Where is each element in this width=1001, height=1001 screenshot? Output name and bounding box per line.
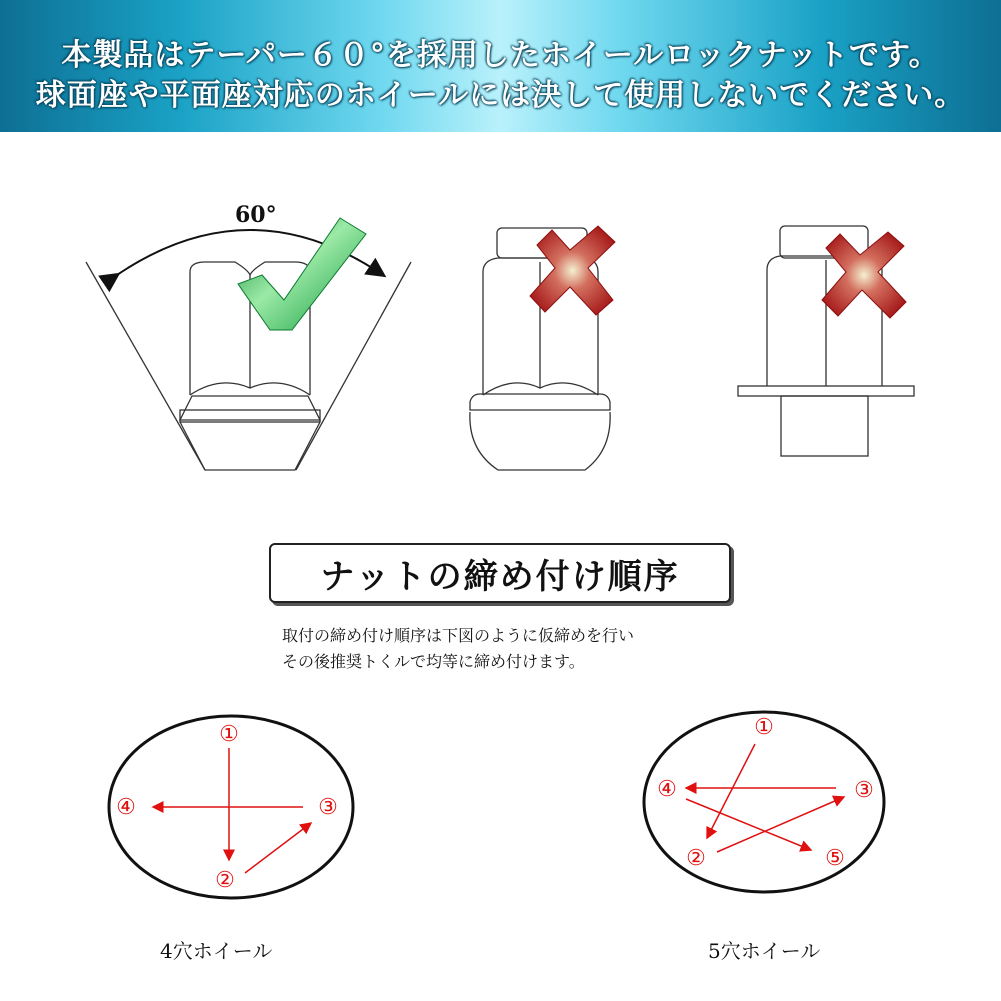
four-hole-label-4: ④ xyxy=(116,795,136,820)
five-hole-label-5: ⑤ xyxy=(825,846,845,871)
five-hole-label-1: ① xyxy=(754,715,774,740)
check-icon xyxy=(238,218,366,330)
x-icon xyxy=(530,226,615,315)
order-description xyxy=(282,623,742,675)
banner-line-1: 本製品はテーパー６０°を採用したホイールロックナットです。 xyxy=(61,38,940,73)
five-hole-arrows xyxy=(686,744,844,852)
order-title: ナットの締め付け順序 xyxy=(320,556,680,597)
four-hole-arrows xyxy=(153,748,311,873)
five-hole-caption: 5穴ホイール xyxy=(708,939,821,963)
banner-line-2: 球面座や平面座対応のホイールには決して使用しないでください。 xyxy=(35,78,966,113)
x-icon xyxy=(822,232,906,318)
angle-label: 60° xyxy=(235,202,277,228)
description-line-1: 取付の締め付け順序は下図のように仮締めを行い xyxy=(282,626,635,645)
five-hole-label-2: ② xyxy=(686,846,706,871)
five-hole-label-4: ④ xyxy=(657,777,677,802)
four-hole-label-2: ② xyxy=(215,868,235,893)
order-title-box xyxy=(269,543,731,603)
taper-seat-nut xyxy=(86,230,411,470)
four-hole-label-3: ③ xyxy=(318,795,338,820)
description-line-2: その後推奨トくルで均等に締め付けます。 xyxy=(282,652,585,671)
five-hole-label-3: ③ xyxy=(854,778,874,803)
four-hole-label-1: ① xyxy=(219,722,239,747)
four-hole-caption: 4穴ホイール xyxy=(160,939,273,963)
